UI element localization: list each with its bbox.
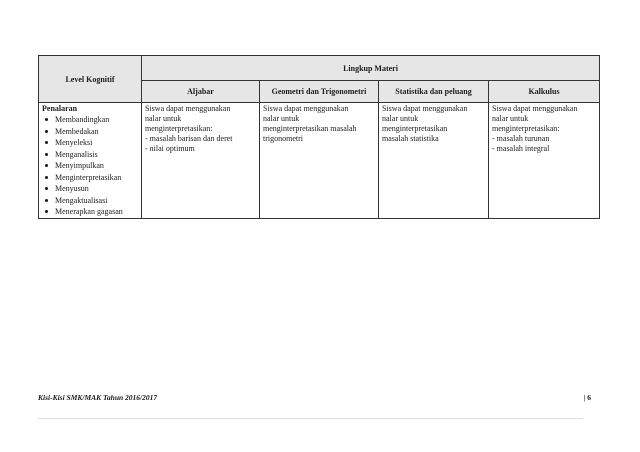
description-line: - masalah barisan dan deret bbox=[145, 134, 233, 143]
description-line: nalar untuk bbox=[382, 114, 419, 123]
header-geometri: Geometri dan Trigonometri bbox=[260, 81, 379, 103]
skills-list bbox=[42, 114, 138, 218]
description-line: masalah statistika bbox=[382, 134, 439, 143]
description-line: nalar untuk bbox=[145, 114, 182, 123]
description-line: menginterpretasikan masalah bbox=[263, 124, 357, 133]
description-line: menginterpretasikan: bbox=[145, 124, 213, 133]
skill-item: Membedakan bbox=[42, 126, 138, 138]
table-row bbox=[39, 103, 600, 219]
skill-item: Menerapkan gagasan bbox=[42, 206, 138, 218]
description-line: Siswa dapat menggunakan bbox=[492, 104, 578, 113]
description-line: Siswa dapat menggunakan bbox=[382, 104, 468, 113]
header-level-kognitif: Level Kognitif bbox=[39, 56, 142, 103]
description-line: - masalah turunan bbox=[492, 134, 550, 143]
header-lingkup-materi: Lingkup Materi bbox=[142, 56, 600, 81]
cell-statistika bbox=[379, 103, 489, 219]
description-line: trigonometri bbox=[263, 134, 303, 143]
page-number: | 6 bbox=[583, 393, 591, 402]
description-line: Siswa dapat menggunakan bbox=[145, 104, 231, 113]
description-line: - nilai optimum bbox=[145, 144, 195, 153]
skill-item: Membandingkan bbox=[42, 114, 138, 126]
description-line: menginterpretasikan bbox=[382, 124, 448, 133]
description-line: Siswa dapat menggunakan bbox=[263, 104, 349, 113]
header-kalkulus: Kalkulus bbox=[489, 81, 600, 103]
description-line: - masalah integral bbox=[492, 144, 550, 153]
skill-item: Menginterpretasikan bbox=[42, 172, 138, 184]
description-line: menginterpretasikan: bbox=[492, 124, 560, 133]
skill-item: Menyeleksi bbox=[42, 137, 138, 149]
footer-divider bbox=[38, 418, 583, 419]
cell-geometri bbox=[260, 103, 379, 219]
skill-item: Menyusun bbox=[42, 183, 138, 195]
footer-title: Kisi-Kisi SMK/MAK Tahun 2016/2017 bbox=[38, 393, 158, 402]
cell-level bbox=[39, 103, 142, 219]
category-title: Penalaran bbox=[42, 104, 78, 113]
kisi-kisi-table bbox=[38, 55, 600, 219]
description-line: nalar untuk bbox=[492, 114, 529, 123]
skill-item: Mengaktualisasi bbox=[42, 195, 138, 207]
header-aljabar: Aljabar bbox=[142, 81, 260, 103]
skill-item: Menganalisis bbox=[42, 149, 138, 161]
cell-aljabar bbox=[142, 103, 260, 219]
cell-kalkulus bbox=[489, 103, 600, 219]
description-line: nalar untuk bbox=[263, 114, 300, 123]
header-statistika: Statistika dan peluang bbox=[379, 81, 489, 103]
skill-item: Menyimpulkan bbox=[42, 160, 138, 172]
